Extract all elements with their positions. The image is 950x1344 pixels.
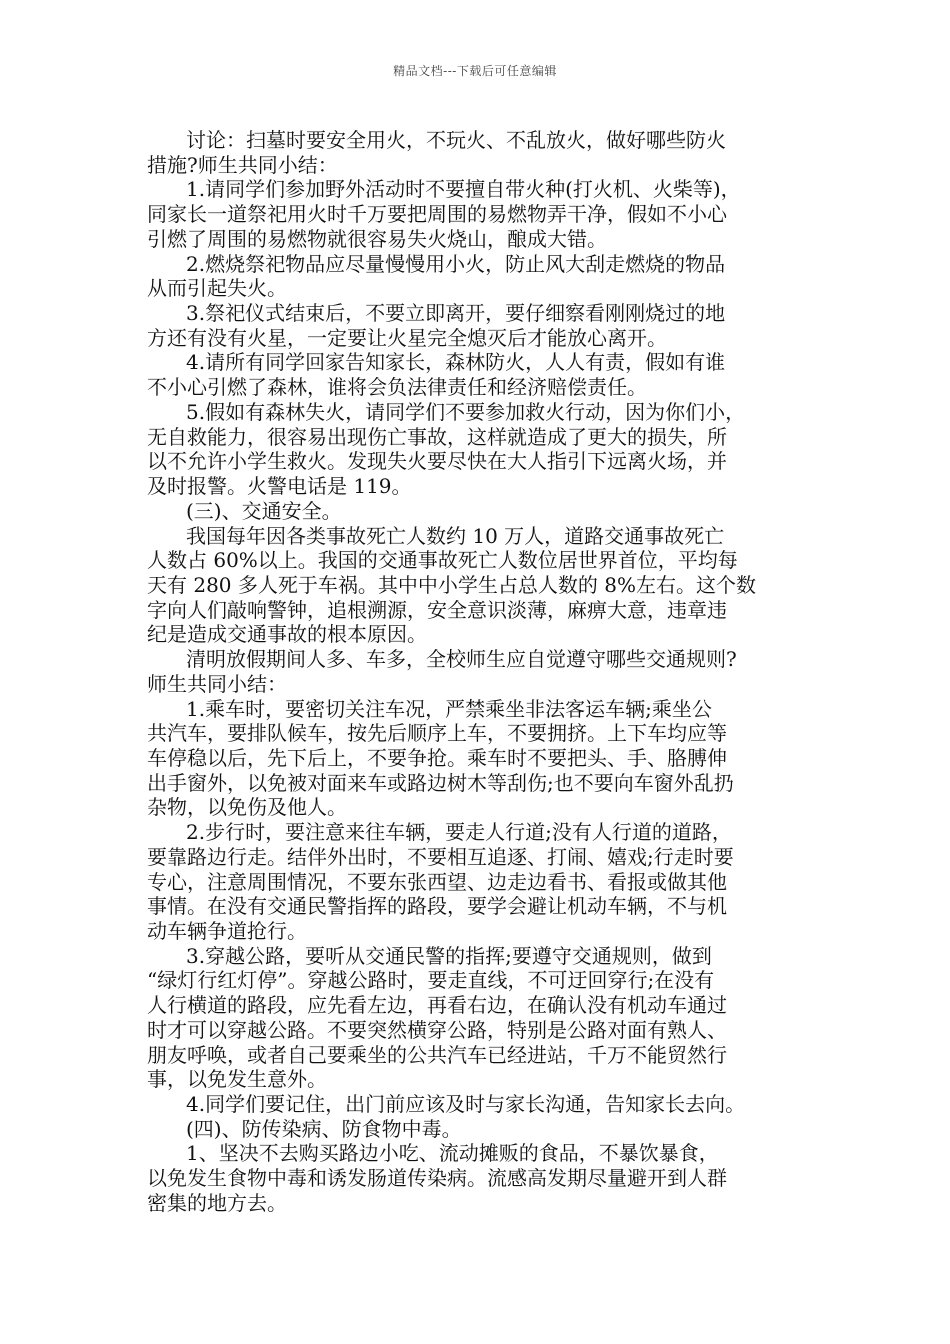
text-line: 4.同学们要记住，出门前应该及时与家长沟通，告知家长去向。	[186, 1092, 746, 1117]
text-line: 讨论：扫墓时要安全用火，不玩火、不乱放火，做好哪些防火	[186, 128, 726, 152]
text-line: 天有 280 多人死于车祸。其中中小学生占总人数的 8%左右。这个数	[147, 572, 756, 597]
text-line: 时才可以穿越公路。不要突然横穿公路，特别是公路对面有熟人、	[147, 1017, 727, 1042]
text-line: 人行横道的路段，应先看左边，再看右边，在确认没有机动车通过	[147, 993, 727, 1018]
text-line: 方还有没有火星，一定要让火星完全熄灭后才能放心离开。	[147, 325, 667, 350]
text-line: 以免发生食物中毒和诱发肠道传染病。流感高发期尽量避开到人群	[147, 1166, 727, 1191]
text-line: (三)、交通安全。	[186, 498, 342, 523]
text-line: 要靠路边行走。结伴外出时，不要相互追逐、打闹、嬉戏;行走时要	[147, 844, 734, 869]
text-line: 2.燃烧祭祀物品应尽量慢慢用小火，防止风大刮走燃烧的物品	[186, 251, 726, 276]
text-line: 车停稳以后，先下后上，不要争抢。乘车时不要把头、手、胳膊伸	[147, 745, 727, 770]
text-line: 杂物，以免伤及他人。	[147, 795, 347, 820]
text-line: 1.乘车时，要密切关注车况，严禁乘坐非法客运车辆;乘坐公	[186, 696, 712, 721]
text-line: 2.步行时，要注意来往车辆，要走人行道;没有人行道的道路，	[186, 820, 732, 845]
text-line: 不小心引燃了森林，谁将会负法律责任和经济赔偿责任。	[147, 375, 647, 400]
text-line: 事情。在没有交通民警指挥的路段，要学会避让机动车辆，不与机	[147, 894, 727, 919]
text-line: 专心，注意周围情况，不要东张西望、边走边看书、看报或做其他	[147, 869, 727, 894]
text-line: 纪是造成交通事故的根本原因。	[147, 622, 427, 647]
text-line: 字向人们敲响警钟，追根溯源，安全意识淡薄，麻痹大意，违章违	[147, 597, 727, 622]
text-line: 3.祭祀仪式结束后，不要立即离开，要仔细察看刚刚烧过的地	[186, 301, 726, 326]
text-line: 我国每年因各类事故死亡人数约 10 万人，道路交通事故死亡	[186, 523, 725, 548]
document-body	[147, 128, 808, 1216]
page-header: 精品文档---下载后可任意编辑	[393, 64, 557, 78]
text-line: 1、坚决不去购买路边小吃、流动摊贩的食品，不暴饮暴食，	[186, 1141, 719, 1166]
text-line: 人数占 60%以上。我国的交通事故死亡人数位居世界首位，平均每	[147, 548, 738, 573]
text-line: 3.穿越公路，要听从交通民警的指挥;要遵守交通规则，做到	[186, 943, 712, 968]
text-line: 以不允许小学生救火。发现失火要尽快在大人指引下远离火场，并	[147, 449, 727, 474]
text-line: 出手窗外，以免被对面来车或路边树木等刮伤;也不要向车窗外乱扔	[147, 770, 734, 795]
text-line: 事，以免发生意外。	[147, 1067, 327, 1092]
text-line: 4.请所有同学回家告知家长，森林防火，人人有责，假如有谁	[186, 350, 726, 375]
text-line: 引燃了周围的易燃物就很容易失火烧山，酿成大错。	[147, 226, 607, 251]
text-line: 师生共同小结：	[147, 671, 287, 696]
text-line: “绿灯行红灯停”。穿越公路时，要走直线，不可迂回穿行;在没有	[147, 968, 715, 993]
text-line: 措施?师生共同小结：	[147, 152, 338, 177]
text-line: 5.假如有森林失火，请同学们不要参加救火行动，因为你们小，	[186, 399, 746, 424]
text-line: 无自救能力，很容易出现伤亡事故，这样就造成了更大的损失，所	[147, 424, 727, 449]
text-line: 密集的地方去。	[147, 1190, 287, 1215]
text-line: 1.请同学们参加野外活动时不要擅自带火种(打火机、火柴等)，	[186, 177, 741, 202]
text-line: (四)、防传染病、防食物中毒。	[186, 1116, 462, 1141]
text-line: 及时报警。火警电话是 119。	[147, 474, 412, 499]
text-line: 清明放假期间人多、车多，全校师生应自觉遵守哪些交通规则?	[186, 647, 737, 672]
text-line: 共汽车，要排队候车，按先后顺序上车，不要拥挤。上下车均应等	[147, 721, 727, 746]
text-line: 朋友呼唤，或者自己要乘坐的公共汽车已经进站，千万不能贸然行	[147, 1042, 727, 1067]
text-line: 动车辆争道抢行。	[147, 919, 307, 943]
text-line: 同家长一道祭祀用火时千万要把周围的易燃物弄干净，假如不小心	[147, 202, 727, 227]
text-line: 从而引起失火。	[147, 276, 287, 301]
